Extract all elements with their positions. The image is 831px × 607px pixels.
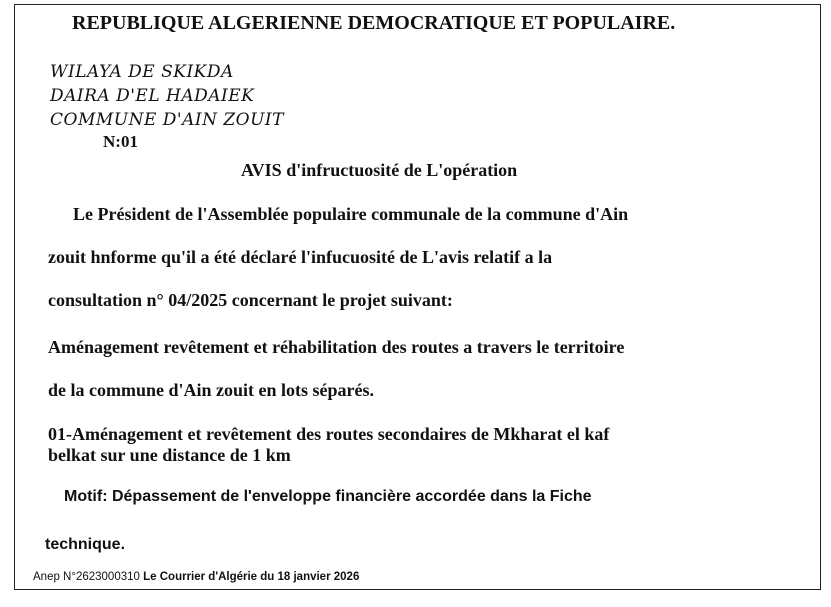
notice-number: N:01 — [103, 132, 138, 151]
footer-publication: Le Courrier d'Algérie du 18 janvier 2026 — [143, 571, 360, 583]
daira-label: DAIRA D'EL HADAIEK — [50, 86, 255, 106]
footer-ref: Anep N°2623000310 — [33, 571, 140, 583]
wilaya-label: WILAYA DE SKIKDA — [50, 62, 234, 82]
body-line-4: Aménagement revêtement et réhabilitation des routes a travers le territoire — [48, 337, 625, 357]
body-line-3: consultation n° 04/2025 concernant le projet suivant: — [48, 290, 453, 310]
motif-line-1: Motif: Dépassement de l'enveloppe financière accordée dans la Fiche — [64, 488, 592, 505]
body-line-1: Le Président de l'Assemblée populaire communale de la commune d'Ain — [73, 204, 629, 224]
motif-line-2: technique. — [45, 536, 126, 553]
footer — [33, 571, 359, 583]
page-title: REPUBLIQUE ALGERIENNE DEMOCRATIQUE ET POPULAIRE. — [72, 12, 676, 34]
body-line-5: de la commune d'Ain zouit en lots séparés. — [48, 380, 374, 400]
body-line-2: zouit hnforme qu'il a été déclaré l'infucuosité de L'avis relatif a la — [48, 247, 553, 267]
lot-line-2: belkat sur une distance de 1 km — [48, 445, 291, 465]
notice-heading: AVIS d'infructuosité de L'opération — [241, 160, 518, 180]
lot-line-1: 01-Aménagement et revêtement des routes secondaires de Mkharat el kaf — [48, 424, 610, 444]
commune-label: COMMUNE D'AIN ZOUIT — [50, 110, 284, 130]
